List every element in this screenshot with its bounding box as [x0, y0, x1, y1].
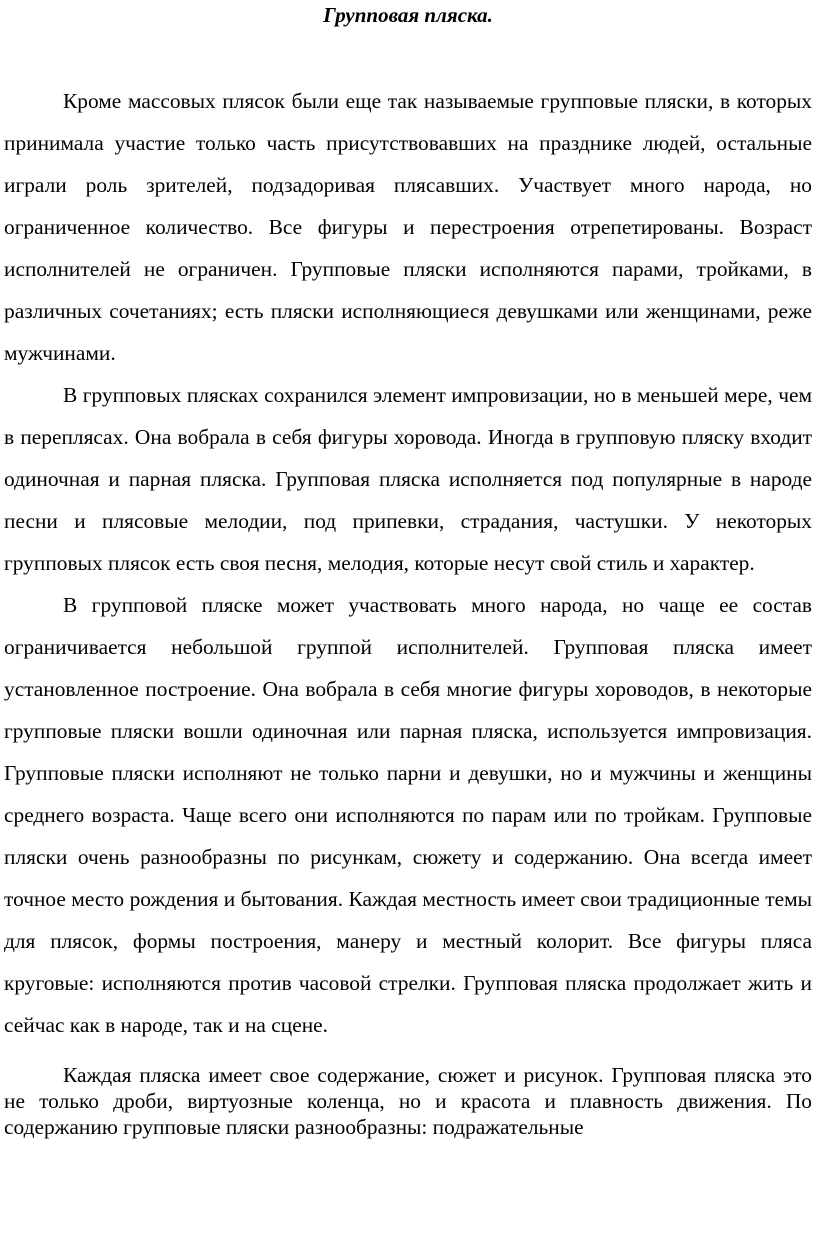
- paragraph-3: В групповой пляске может участвовать много народа, но чаще ее состав ограничивается небольшой группой исполнителей. Групповая пляска имеет установленное построение. Она вобрала в себя многие фигуры хороводов, в некоторые групповые пляски вошли одиночная или парная пляска, используется импровизация. Групповые пляски исполняют не только парни и девушки, но и мужчины и женщины среднего возраста. Чаще всего они исполняются по парам или по тройкам. Групповые пляски очень разнообразны по рисункам, сюжету и содержанию. Она всегда имеет точное место рождения и бытования. Каждая местность имеет свои традиционные темы для плясок, формы построения, манеру и местный колорит. Все фигуры пляса круговые: исполняются против часовой стрелки. Групповая пляска продолжает жить и сейчас как в народе, так и на сцене.: [4, 593, 812, 1037]
- paragraph-2: В групповых плясках сохранился элемент импровизации, но в меньшей мере, чем в переплясах. Она вобрала в себя фигуры хоровода. Иногда в групповую пляску входит одиночная и парная пляска. Групповая пляска исполняется под популярные в народе песни и плясовые мелодии, под припевки, страдания, частушки. У некоторых групповых плясок есть своя песня, мелодия, которые несут свой стиль и характер.: [4, 383, 812, 575]
- paragraph-1: Кроме массовых плясок были еще так называемые групповые пляски, в которых принимала участие только часть присутствовавших на празднике людей, остальные играли роль зрителей, подзадоривая плясавших. Участвует много народа, но ограниченное количество. Все фигуры и перестроения отрепетированы. Возраст исполнителей не ограничен. Групповые пляски исполняются парами, тройками, в различных сочетаниях; есть пляски исполняющиеся девушками или женщинами, реже мужчинами.: [4, 89, 812, 365]
- paragraph-4: Каждая пляска имеет свое содержание, сюжет и рисунок. Групповая пляска это не только дроби, виртуозные коленца, но и красота и плавность движения. По содержанию групповые пляски разнообразны: подражательные: [4, 1063, 812, 1139]
- document-body: [4, 80, 812, 1140]
- page-title: Групповая пляска.: [323, 3, 493, 27]
